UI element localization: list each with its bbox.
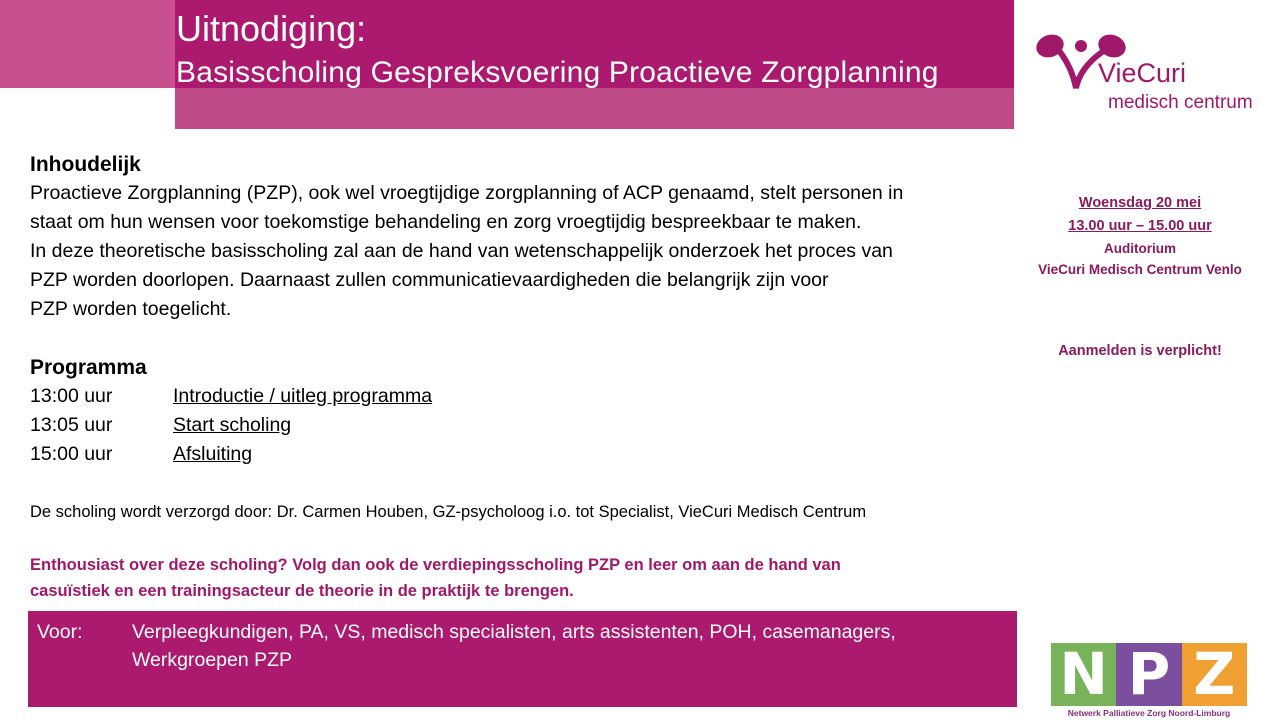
event-date: Woensdag 20 mei bbox=[1078, 195, 1202, 211]
paragraph-line: staat om hun wensen voor toekomstige behandeling en zorg vroegtijdig bespreekbaar te maken. bbox=[30, 211, 862, 233]
npz-letter-n: N bbox=[1051, 643, 1116, 706]
npz-letter-p: P bbox=[1116, 643, 1181, 706]
follow-up-promo bbox=[30, 552, 841, 604]
event-time: 13.00 uur – 15.00 uur bbox=[1068, 218, 1212, 234]
npz-caption: Netwerk Palliatieve Zorg Noord-Limburg bbox=[1067, 708, 1231, 718]
program-row bbox=[30, 411, 1020, 440]
header-accent-bar bbox=[0, 0, 175, 88]
promo-line: casuïstiek en een trainingsacteur de theorie in de praktijk te brengen. bbox=[30, 582, 574, 600]
program-item: Afsluiting bbox=[173, 443, 253, 465]
registration-notice: Aanmelden is verplicht! bbox=[1058, 343, 1222, 359]
paragraph-line: In deze theoretische basisscholing zal aan de hand van wetenschappelijk onderzoek het proces van bbox=[30, 240, 893, 262]
heading-programma: Programma bbox=[30, 356, 147, 379]
page-title: Uitnodiging: bbox=[176, 8, 367, 49]
header-banner-lower bbox=[175, 88, 1014, 129]
program-row bbox=[30, 440, 1020, 469]
paragraph-line: PZP worden toegelicht. bbox=[30, 298, 232, 320]
program-item: Introductie / uitleg programma bbox=[173, 385, 433, 407]
audience-line: Werkgroepen PZP bbox=[132, 649, 293, 671]
paragraph-line: PZP worden doorlopen. Daarnaast zullen communicatievaardigheden die belangrijk zijn voor bbox=[30, 269, 829, 291]
paragraph-line: Proactieve Zorgplanning (PZP), ook wel vroegtijdige zorgplanning of ACP genaamd, stelt personen in bbox=[30, 182, 904, 204]
program-item: Start scholing bbox=[173, 414, 292, 436]
page-subtitle: Basisscholing Gespreksvoering Proactieve Zorgplanning bbox=[176, 56, 939, 89]
program-time: 13:00 uur bbox=[30, 385, 113, 407]
program-time: 15:00 uur bbox=[30, 443, 113, 465]
main-content bbox=[30, 150, 1020, 469]
heading-inhoudelijk: Inhoudelijk bbox=[30, 153, 141, 176]
audience-box bbox=[28, 611, 1017, 707]
logo-subtitle: medisch centrum bbox=[1108, 92, 1253, 113]
audience-line: Verpleegkundigen, PA, VS, medisch specialisten, arts assistenten, POH, casemanagers, bbox=[132, 621, 896, 643]
npz-letter-z: Z bbox=[1182, 643, 1247, 706]
program-row bbox=[30, 382, 1020, 411]
speaker-credit: De scholing wordt verzorgd door: Dr. Carmen Houben, GZ-psycholoog i.o. tot Specialist, VieCuri Medisch Centrum bbox=[30, 503, 867, 521]
event-venue: VieCuri Medisch Centrum Venlo bbox=[1038, 262, 1242, 277]
program-time: 13:05 uur bbox=[30, 414, 113, 436]
promo-line: Enthousiast over deze scholing? Volg dan ook de verdiepingsscholing PZP en leer om aan de hand van bbox=[30, 556, 841, 574]
audience-label: Voor: bbox=[37, 621, 83, 643]
audience-text bbox=[132, 618, 896, 674]
npz-logo bbox=[1051, 640, 1247, 708]
event-details bbox=[1020, 192, 1260, 280]
event-location: Auditorium bbox=[1104, 241, 1176, 256]
logo-name: VieCuri bbox=[1098, 58, 1187, 88]
